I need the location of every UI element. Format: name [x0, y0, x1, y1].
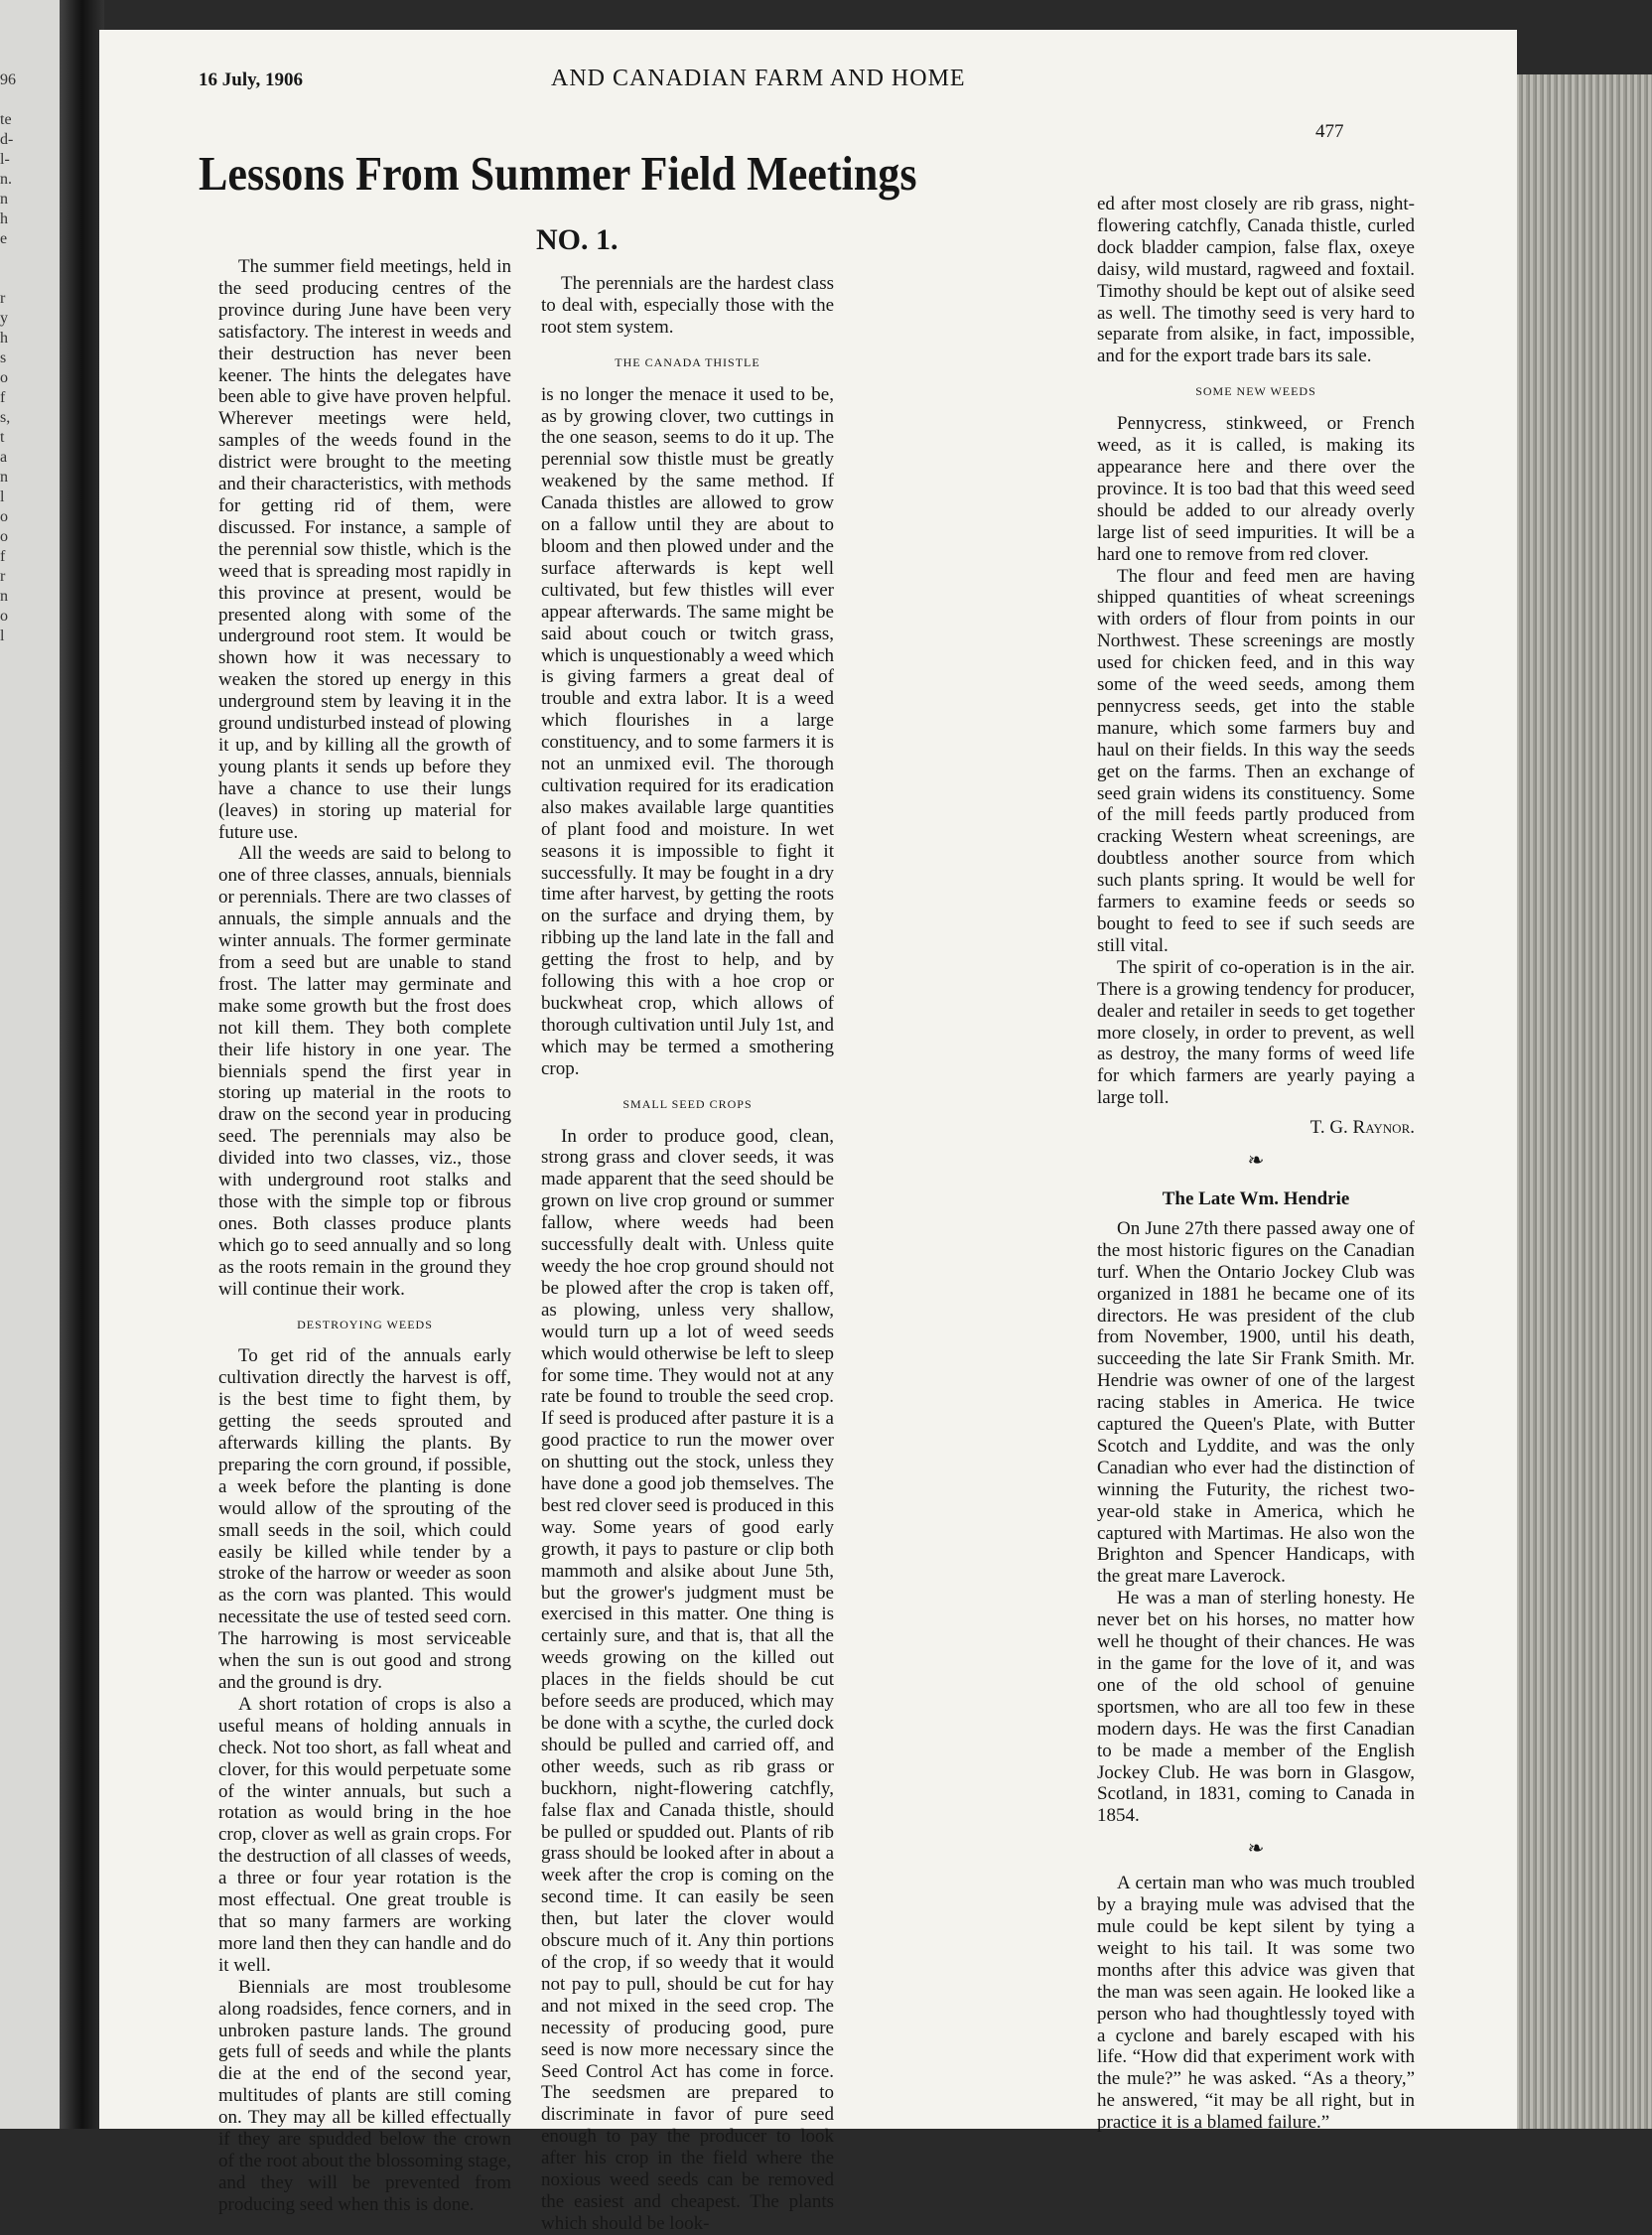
edge-char: s [0, 349, 7, 366]
edge-char: e [0, 230, 8, 247]
paragraph: The spirit of co-operation is in the air. There is a growing tendency for producer, dealer and retailer in seeds to get together more closely, in order to prevent, as well as destroy, the many forms of weed life for which farmers are yearly paying a large toll. [1097, 956, 1415, 1109]
column-2 [541, 273, 834, 2235]
column-1 [218, 256, 511, 2216]
edge-char: 96 [0, 71, 16, 88]
column-3 [1097, 194, 1415, 2134]
edge-char: a [0, 449, 8, 466]
edge-char: h [0, 210, 8, 227]
section-heading-small-seed-crops: SMALL SEED CROPS [622, 1096, 753, 1111]
anecdote-paragraph: A certain man who was much troubled by a braying mule was advised that the mule could be kept silent by tying a weight to his tail. It was some two months after this advice was given that the man was seen again. He looked like a person who had thoughtlessly toyed with a cyclone and barely escaped with his life. “How did that experiment work with the mule?” he was asked. “As a theory,” he answered, “it may be all right, but in practice it is a blamed failure.” [1097, 1873, 1415, 2134]
edge-char: n. [0, 171, 12, 188]
edge-char [0, 89, 16, 109]
paragraph: He was a man of sterling honesty. He never bet on his horses, no matter how well he thought of their chances. He was in the game for the love of it, and was one of the old school of genuine sportsmen, who are all too few in these modern days. He was the first Canadian to be made a member of the English Jockey Club. He was born in Glasgow, Scotland, in 1831, coming to Canada in 1854. [1097, 1588, 1415, 1827]
paragraph: The perennials are the hardest class to deal with, especially those with the root stem system. [541, 273, 834, 338]
paragraph: Biennials are most troublesome along roadsides, fence corners, and in unbroken pasture lands. The ground gets full of seeds and while the plants die at the end of the second year, multitudes of plants are still coming on. They may all be killed effectually if they are spudded below the crown of the root about the blossoming stage, and they will be prevented from producing seed when this is done. [218, 1976, 511, 2215]
edge-char [0, 268, 16, 288]
edge-char: l [0, 489, 5, 505]
edge-char [0, 248, 16, 268]
paragraph: ed after most closely are rib grass, night-flowering catchfly, Canada thistle, curled dock bladder campion, false flax, oxeye daisy, wild mustard, ragweed and foxtail. Timothy should be kept out of alsike seed as well. The timothy seed is very hard to separate from alsike, in fact, impossible, and for the export trade bars its sale. [1097, 194, 1415, 367]
edge-char: n [0, 469, 8, 486]
edge-char: o [0, 528, 8, 545]
section-heading-destroying-weeds: DESTROYING WEEDS [297, 1317, 433, 1331]
section-heading-canada-thistle: THE CANADA THISTLE [615, 354, 760, 369]
edge-char: s, [0, 409, 11, 426]
section-heading-some-new-weeds: SOME NEW WEEDS [1195, 384, 1316, 399]
edge-char [0, 645, 16, 665]
author-signature: T. G. Raynor. [1309, 1117, 1415, 1139]
paragraph: The flour and feed men are having shipped quantities of wheat screenings with orders of flour from points in our Northwest. These screenings are mostly used for chicken feed, and in this way some of the weed seeds, among them pennycress seeds, get into the stable manure, which some farmers buy and haul on their fields. In this way the seeds get on the farms. Then an exchange of seed grain widens its constituency. Some of the mill feeds partly produced from cracking Western wheat screenings, are doubtless another source from which such plants spring. It would be well for farmers to examine feeds or seeds so bought to feed to see if such seeds are still vital. [1097, 565, 1415, 956]
paragraph: In order to produce good, clean, strong grass and clover seeds, it was made apparent that the seed should be grown on live crop ground or summer fallow, where weeds had been successfully dealt with. Unless quite weedy the hoe crop ground should not be plowed after the crop is taken off, as plowing, unless very shallow, would turn up a lot of weed seeds which would otherwise be left to sleep for some time. They would not at any rate be found to trouble the seed crop. If seed is produced after pasture it is a good practice to run the mower over on shutting out the stock, unless they have done a good job themselves. The best red clover seed is produced in this way. Some years of good early growth, it pays to pasture or clip both mammoth and alsike about June 5th, but the grower's judgment must be exercised in this matter. One thing is certainly sure, and that is, that all the weeds growing on the killed out places in the fields should be cut before seeds are produced, which may be done with a scythe, the curled dock should be pulled and carried off, and other weeds, such as rib grass or buckhorn, night-flowering catchfly, false flax and Canada thistle, should be pulled or spudded out. Plants of rib grass should be looked after in about a week after the crop is coming on the second time. It can easily be seen then, but later the clover would obscure much of it. Any thin portions of the crop, if so weedy that it would not pay to pull, should be cut for hay and not mixed in the seed crop. The necessity of producing good, pure seed is now more necessary since the Seed Control Act has come in force. The seedsmen are prepared to discriminate in favor of pure seed enough to pay the producer to look after his crop in the field where the noxious weed seeds can be removed the easiest and cheapest. The plants which should be look- [541, 1125, 834, 2234]
edge-char: r [0, 568, 6, 585]
article-title: Lessons From Summer Field Meetings [199, 146, 917, 201]
page-stack-edge [1507, 74, 1652, 2129]
edge-char: te [0, 111, 12, 128]
edge-char: l- [0, 151, 10, 168]
edge-char: d- [0, 131, 14, 148]
paragraph: A short rotation of crops is also a useful means of holding annuals in check. Not too short, as fall wheat and clover, for this would perpetuate some of the winter annuals, but such a rotation as would bring in the hoe crop, clover as well as grain crops. For the destruction of all classes of weeds, a three or four year rotation is the most effectual. One great trouble is that so many farmers are working more land then they can handle and do it well. [218, 1693, 511, 1976]
paragraph: On June 27th there passed away one of the most historic figures on the Canadian turf. When the Ontario Jockey Club was organized in 1881 he became one of its directors. He was president of the club from November, 1900, until his death, succeeding the late Sir Frank Smith. Mr. Hendrie was owner of one of the largest racing stables in America. He twice captured the Queen's Plate, with Butter Scotch and Lyddite, and was the only Canadian who ever had the distinction of winning the Futurity, the richest two-year-old stake in America, which he captured with Martimas. He also won the Brighton and Spencer Handicaps, with the great mare Laverock. [1097, 1217, 1415, 1588]
hendrie-title: The Late Wm. Hendrie [1162, 1187, 1350, 1209]
paragraph: To get rid of the annuals early cultivation directly the harvest is off, is the best time to fight them, by getting the seeds sprouted and afterwards killing the plants. By preparing the corn ground, if possible, a week before the planting is done would allow of the sprouting of the small seeds in the soil, which could easily be killed while tender by a stroke of the harrow or weeder as soon as the corn was planted. This would necessitate the use of tested seed corn. The harrowing is most serviceable when the sun is out good and strong and the ground is dry. [218, 1345, 511, 1693]
edge-char: y [0, 310, 8, 327]
edge-char: r [0, 290, 6, 307]
edge-char: o [0, 369, 8, 386]
edge-char: o [0, 608, 8, 625]
edge-char: l [0, 628, 5, 644]
edge-char: t [0, 429, 5, 446]
running-head: AND CANADIAN FARM AND HOME [551, 66, 966, 91]
edge-char: f [0, 389, 6, 406]
magazine-page [99, 30, 1517, 2234]
paragraph: The summer field meetings, held in the seed producing centres of the province during June have been very satisfactory. The interest in weeds and their destruction has never been keener. The hints the delegates have been able to give have proven helpful. Wherever meetings were held, samples of the weeds found in the district were brought to the meeting and their characteristics, with methods for getting rid of them, were discussed. For instance, a sample of the perennial sow thistle, which is the weed that is spreading most rapidly in this province at present, would be presented along with some of the underground root stem. It would be shown how it was necessary to weaken the stored up energy in this underground stem by leaving it in the ground undisturbed instead of plowing it up, and by killing all the growth of young plants it sends up before they have a chance to use their lungs (leaves) in storing up material for future use. [218, 256, 511, 843]
edge-char: f [0, 548, 6, 565]
article-number: NO. 1. [536, 223, 619, 256]
ornament-icon: ❧ [1247, 1150, 1265, 1173]
paragraph: Pennycress, stinkweed, or French weed, as it is called, is making its appearance here and there over the province. It is too bad that this weed seed should be added to our already overly large list of seed impurities. It will be a hard one to remove from red clover. [1097, 413, 1415, 565]
page-number: 477 [1315, 121, 1344, 142]
paragraph: All the weeds are said to belong to one of three classes, annuals, biennials or perennials. There are two classes of annuals, the simple annuals and the winter annuals. The former germinate from a seed but are unable to stand frost. The latter may germinate and make some growth but the frost does not kill them. They both complete their life history in one year. The biennials spend the first year in storing up material in the roots to draw on the second year in producing seed. The perennials may also be divided into two classes, viz., those with underground root stalks and those with the simple top or fibrous ones. Both classes produce plants which go to seed annually and so long as the roots remain in the ground they will continue their work. [218, 843, 511, 1300]
ornament-icon: ❧ [1247, 1838, 1265, 1861]
edge-char: n [0, 191, 8, 208]
edge-char: h [0, 330, 8, 347]
paragraph: is no longer the menace it used to be, as by growing clover, two cuttings in the one season, seems to do it up. The perennial sow thistle must be greatly weakened by the same method. If Canada thistles are allowed to grow on a fallow until they are about to bloom and then plowed under and the surface afterwards is kept well cultivated, but few thistles will ever appear afterwards. The same might be said about couch or twitch grass, which is unquestionably a weed which is giving farmers a great deal of trouble and extra labor. It is a weed which flourishes in a large constituency, and to some farmers it is not an unmixed evil. The thorough cultivation required for its eradication also makes available large quantities of plant food and moisture. In wet seasons it is impossible to fight it successfully. It may be fought in a dry time after harvest, by getting the roots on the surface and drying them, by ribbing up the land late in the fall and getting the frost to help, and by following this with a hoe crop or buckwheat crop, which allows of thorough cultivation until July 1st, and which may be termed a smothering crop. [541, 383, 834, 1079]
book-gutter [60, 0, 104, 2129]
issue-date: 16 July, 1906 [199, 70, 304, 90]
left-page-edge-text [0, 70, 16, 665]
edge-char: o [0, 508, 8, 525]
edge-char: n [0, 588, 8, 605]
